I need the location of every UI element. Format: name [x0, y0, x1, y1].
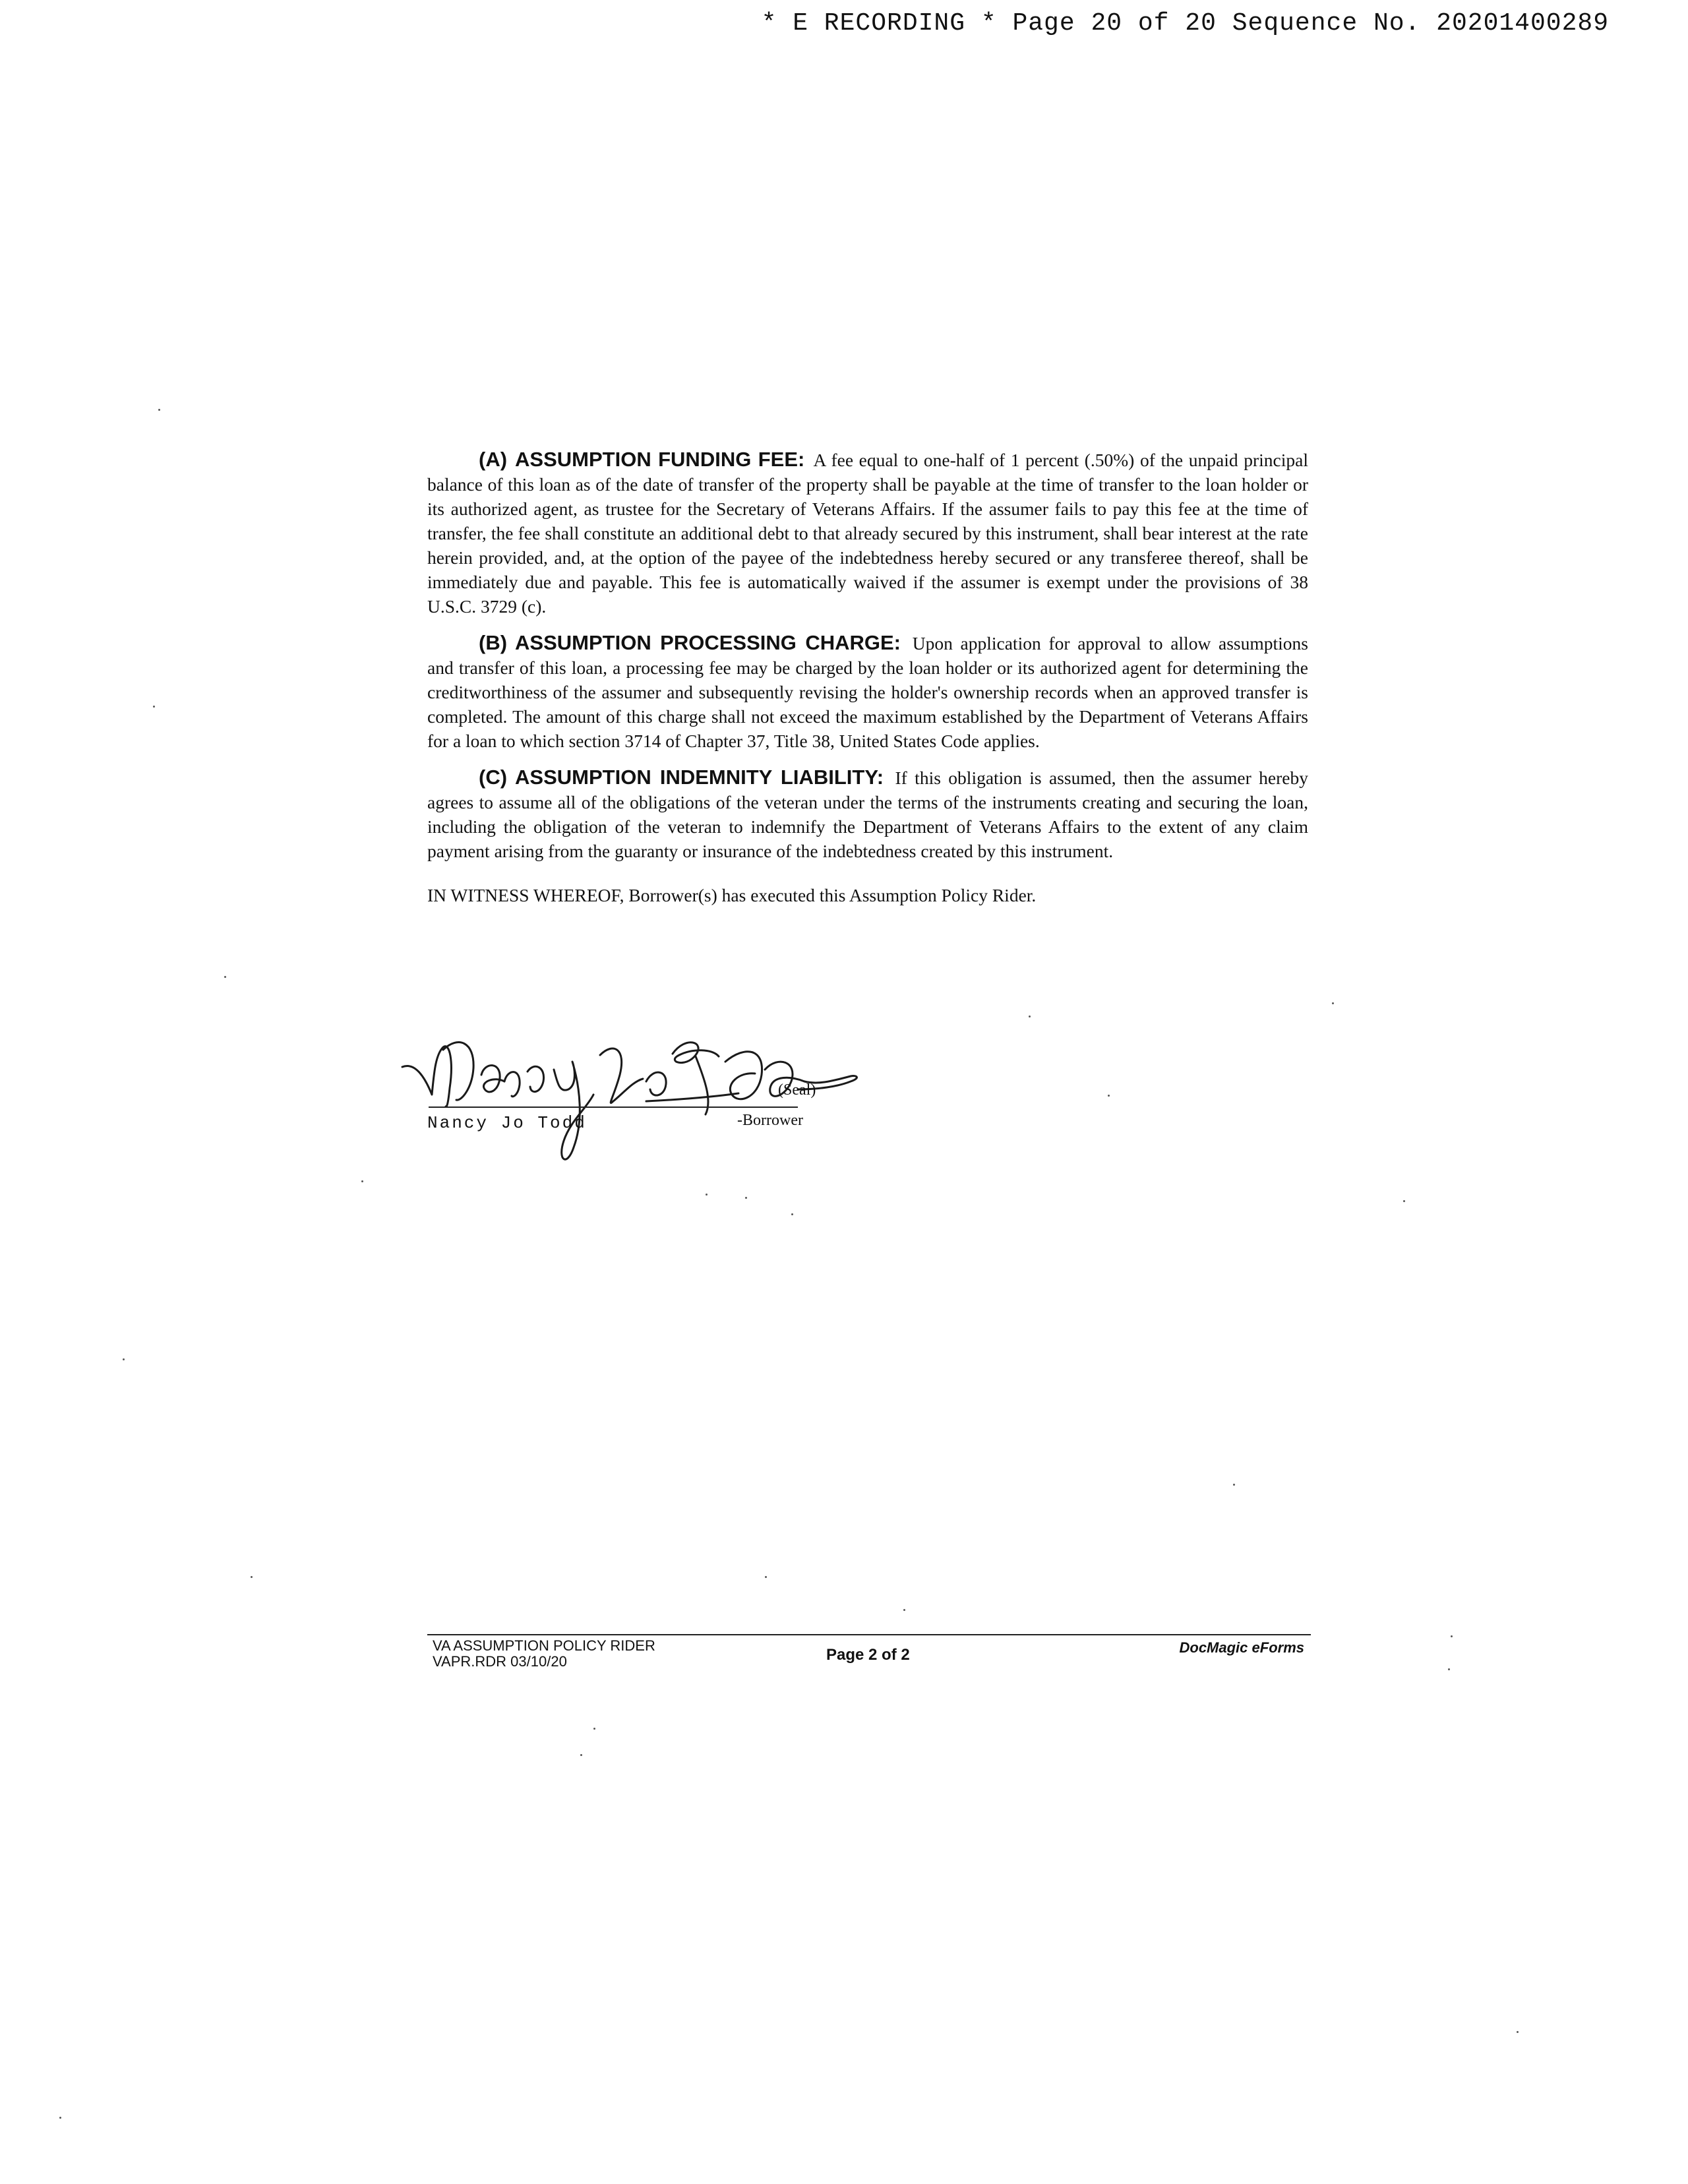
paragraph-label: (A) — [479, 448, 508, 471]
paragraph-heading: ASSUMPTION INDEMNITY LIABILITY: — [515, 766, 884, 789]
handwritten-signature — [396, 1016, 897, 1187]
paragraph-assumption-processing-charge — [427, 630, 1308, 753]
scan-speck — [251, 1576, 253, 1578]
scan-speck — [765, 1576, 767, 1578]
signature-block — [396, 1016, 897, 1187]
scan-speck — [1108, 1095, 1110, 1097]
scan-speck — [791, 1213, 793, 1215]
scan-speck — [1517, 2031, 1519, 2033]
recording-header: * E RECORDING * Page 20 of 20 Sequence No. 20201400289 — [761, 9, 1609, 38]
scan-speck — [158, 409, 160, 411]
scan-speck — [153, 706, 155, 708]
scan-speck — [903, 1609, 905, 1611]
paragraph-label: (C) — [479, 766, 508, 789]
scan-speck — [580, 1754, 582, 1756]
scan-speck — [59, 2117, 61, 2119]
signer-name: Nancy Jo Todd — [427, 1113, 587, 1133]
form-identifier — [433, 1638, 655, 1670]
paragraph-text: If this obligation is assumed, then the assumer hereby agrees to assume all of the obligations of the veteran under the terms of the instruments creating and securing the loan, including the obligation of the veteran to indemnify the Department of Veterans Affairs to the extent of any claim payment arising from the guaranty or insurance of the indebtedness created by this instrument. — [427, 768, 1309, 861]
scan-speck — [224, 976, 226, 978]
paragraph-assumption-funding-fee — [427, 447, 1308, 619]
scan-speck — [1233, 1484, 1235, 1486]
paragraph-text: A fee equal to one-half of 1 percent (.50%) of the unpaid principal balance of this loan as of the date of transfer of the property shall be payable at the time of transfer to the loan holder or its authorized agent, as trustee for the Secretary of Veterans Affairs. If the assumer fails to pay this fee at the time of transfer, the fee shall constitute an additional debt to that already secured by this instrument, shall bear interest at the rate herein provided, and, at the option of the payee of the indebtedness hereby secured or any transferee thereof, shall be immediately due and payable. This fee is automatically waived if the assumer is exempt under the provisions of 38 U.S.C. 3729 (c). — [427, 450, 1309, 617]
scan-speck — [706, 1194, 708, 1196]
paragraph-text: Upon application for approval to allow assumptions and transfer of this loan, a processing fee may be charged by the loan holder or its authorized agent for determining the creditworthiness of the assumer and subsequently revising the holder's ownership records when an approved transfer is completed. The amount of this charge shall not exceed the maximum established by the Department of Veterans Affairs for a loan to which section 3714 of Chapter 37, Title 38, United States Code applies. — [427, 633, 1309, 751]
scan-speck — [593, 1728, 595, 1730]
scan-speck — [745, 1197, 747, 1199]
seal-label: (Seal) — [778, 1081, 816, 1099]
form-code: VAPR.RDR 03/10/20 — [433, 1653, 567, 1670]
signer-role: -Borrower — [737, 1112, 803, 1129]
paragraph-label: (B) — [479, 631, 508, 654]
rider-body — [427, 447, 1308, 907]
paragraph-assumption-indemnity-liability — [427, 765, 1308, 863]
signature-line — [429, 1107, 798, 1108]
paragraph-heading: ASSUMPTION PROCESSING CHARGE: — [515, 631, 901, 654]
brand-logo: DocMagic eForms — [1179, 1639, 1304, 1656]
scan-speck — [1451, 1635, 1453, 1637]
paragraph-heading: ASSUMPTION FUNDING FEE: — [515, 448, 805, 471]
scan-speck — [1448, 1668, 1450, 1670]
scan-speck — [1403, 1200, 1405, 1202]
scan-speck — [123, 1358, 125, 1360]
page-number: Page 2 of 2 — [826, 1646, 910, 1664]
form-title: VA ASSUMPTION POLICY RIDER — [433, 1637, 655, 1654]
scan-speck — [361, 1180, 363, 1182]
page-footer — [427, 1634, 1311, 1675]
scan-speck — [1029, 1016, 1031, 1017]
scan-speck — [1332, 1002, 1334, 1004]
witness-statement: IN WITNESS WHEREOF, Borrower(s) has executed this Assumption Policy Rider. — [427, 885, 1037, 905]
